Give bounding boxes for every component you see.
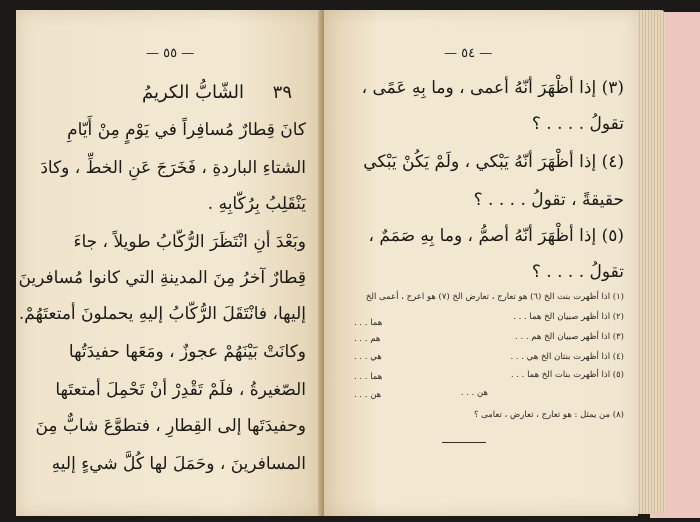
text-line: وحفيدَتَها إلى القِطارِ ، فتطوَّعَ شابٌّ مِنَ	[35, 416, 306, 436]
exercise-line: تقولُ . . . . ؟	[531, 114, 624, 134]
exercise-line: (٤) إذا أظْهَرَ أنّهُ يَبْكي ، ولَمْ يَكُنْ يَبْكي	[363, 152, 624, 172]
text-line: وبَعْدَ أنِ انْتَظَرَ الرُّكّابُ طويلاً ، جاءَ	[73, 232, 306, 252]
answer-blank: هما . . .	[354, 318, 383, 328]
text-line: وكانَتْ بَيْنَهُمْ عجوزٌ ، ومَعَها حفيدَتُها	[68, 342, 306, 362]
note-line: (٢) اذا أظهر صبيان الخ هما . . .	[513, 312, 624, 322]
text-line: يَنْقَلِبُ بِرُكّابِهِ .	[207, 194, 306, 214]
text-line: إليها، فانْتَقَلَ الرُّكّابُ إليهِ يحملونَ أمتعتَهُمْ.	[18, 304, 306, 324]
note-line: (٣) اذا أظهر صبيان الخ هم . . .	[515, 332, 624, 342]
right-page	[324, 10, 638, 516]
text-line: قِطارٌ آخرُ مِنَ المدينةِ التي كانوا مُسافرينَ	[18, 268, 306, 288]
lesson-heading	[142, 82, 292, 103]
lesson-title: الشّابُّ الكريمُ	[142, 82, 245, 103]
exercise-line: تقولُ . . . . ؟	[531, 262, 624, 282]
note-line: هن . . .	[460, 388, 488, 398]
exercise-line: (٥) إذا أظْهَرَ أنّهُ أصمُّ ، وما بِهِ صَمَمٌ ،	[368, 226, 624, 246]
text-line: الشتاءِ الباردةِ ، فَخَرَجَ عَنِ الخطِّ ، وكادَ	[40, 158, 306, 178]
left-page	[16, 10, 322, 516]
page-number: — ٥٥ —	[146, 46, 195, 61]
answer-blank: هما . . .	[354, 372, 383, 382]
page-number: — ٥٤ —	[444, 46, 493, 61]
answer-blank: هم . . .	[354, 334, 381, 344]
open-book	[10, 6, 690, 518]
exercise-line: حقيقةً ، تقولُ . . . . ؟	[473, 190, 624, 210]
note-line: (١) اذا أظهرت بنت الخ (٦) هو تعارج ، تعارض الخ (٧) هو اعرج ، أعمى الخ	[365, 292, 624, 302]
text-line: المسافرينَ ، وحَمَلَ لها كُلَّ شيءٍ إليهِ	[51, 454, 306, 474]
lesson-number: ٣٩	[272, 82, 292, 103]
note-line: (٥) اذا أظهرت بنات الخ هما . . .	[510, 370, 624, 380]
answer-blank: هي . . .	[354, 352, 382, 362]
exercise-line: (٣) إذا أظْهَرَ أنّهُ أعمى ، وما بِهِ عَمًى ،	[361, 78, 624, 98]
text-line: الصّغيرةُ ، فلَمْ تَقْدِرْ أنْ تَحْمِلَ أمتعتَها	[55, 380, 306, 400]
note-line: (٤) اذا أظهرت بنتان الخ هي . . .	[510, 352, 624, 362]
divider-rule	[442, 442, 486, 443]
text-line: كانَ قِطارٌ مُسافِراً في يَوْمٍ مِنْ أَيّامِ	[67, 120, 306, 140]
answer-blank: هن . . .	[354, 390, 382, 400]
note-line: (٨) من يمثل : هو تعارج ، تعارض ، تعامى ؟	[473, 410, 624, 420]
